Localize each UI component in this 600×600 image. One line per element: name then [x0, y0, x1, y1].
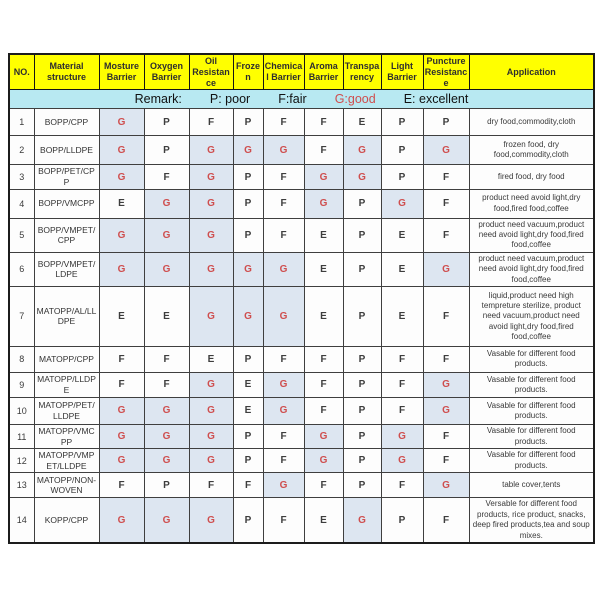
- grade-cell: G: [99, 397, 144, 424]
- grade-cell: G: [423, 473, 469, 498]
- grade-cell: P: [233, 346, 263, 372]
- row-number: 1: [9, 109, 34, 136]
- grade-cell: G: [263, 286, 304, 346]
- grade-cell: P: [233, 109, 263, 136]
- grade-cell: G: [144, 424, 189, 448]
- row-number: 8: [9, 346, 34, 372]
- grade-cell: F: [304, 109, 343, 136]
- application-text: table cover,tents: [469, 473, 594, 498]
- grade-cell: G: [381, 424, 423, 448]
- grade-cell: P: [144, 136, 189, 165]
- table-row: [9, 498, 594, 543]
- grade-cell: G: [189, 424, 233, 448]
- row-number: 9: [9, 372, 34, 397]
- grade-cell: F: [423, 218, 469, 252]
- grade-cell: F: [304, 136, 343, 165]
- application-text: Vasable for different food products.: [469, 424, 594, 448]
- grade-cell: F: [263, 165, 304, 189]
- application-text: frozen food, dry food,commodity,cloth: [469, 136, 594, 165]
- grade-cell: E: [233, 372, 263, 397]
- row-number: 13: [9, 473, 34, 498]
- row-number: 3: [9, 165, 34, 189]
- legend-good: G:good: [334, 92, 376, 107]
- grade-cell: P: [233, 424, 263, 448]
- material-name: MATOPP/CPP: [34, 346, 99, 372]
- grade-cell: F: [263, 498, 304, 543]
- column-header-light-barrier: Light Barrier: [381, 54, 423, 90]
- grade-cell: P: [144, 473, 189, 498]
- grade-cell: F: [99, 346, 144, 372]
- grade-cell: P: [343, 449, 381, 473]
- grade-cell: F: [263, 449, 304, 473]
- grade-cell: F: [263, 424, 304, 448]
- grade-cell: P: [233, 189, 263, 218]
- remark-row: [9, 90, 594, 109]
- table-row: [9, 397, 594, 424]
- material-properties-table: [8, 53, 595, 544]
- grade-cell: P: [343, 346, 381, 372]
- column-header-chemical-barrier: Chemical Barrier: [263, 54, 304, 90]
- grade-cell: G: [144, 218, 189, 252]
- grade-cell: F: [189, 109, 233, 136]
- table-row: [9, 372, 594, 397]
- application-text: Vasable for different food products.: [469, 449, 594, 473]
- grade-cell: G: [304, 424, 343, 448]
- grade-cell: P: [343, 189, 381, 218]
- material-name: BOPP/VMPET/LDPE: [34, 252, 99, 286]
- grade-cell: G: [189, 136, 233, 165]
- grade-cell: P: [343, 397, 381, 424]
- table-row: [9, 109, 594, 136]
- grade-cell: F: [263, 109, 304, 136]
- grade-cell: E: [189, 346, 233, 372]
- remark-title: Remark:: [134, 92, 182, 107]
- grade-cell: P: [233, 165, 263, 189]
- grade-cell: G: [189, 218, 233, 252]
- grade-cell: F: [381, 473, 423, 498]
- grade-cell: F: [423, 189, 469, 218]
- grade-cell: G: [99, 136, 144, 165]
- grade-cell: F: [423, 165, 469, 189]
- application-text: Vasable for different food products.: [469, 372, 594, 397]
- grade-cell: P: [343, 218, 381, 252]
- grade-cell: G: [189, 189, 233, 218]
- grade-cell: P: [343, 473, 381, 498]
- application-text: product need vacuum,product need avoid light,dry food,fired food,coffee: [469, 252, 594, 286]
- grade-cell: F: [263, 189, 304, 218]
- grade-cell: G: [304, 165, 343, 189]
- application-text: Vasable for different food products.: [469, 397, 594, 424]
- material-name: BOPP/LLDPE: [34, 136, 99, 165]
- column-header-frozen: Frozen: [233, 54, 263, 90]
- grade-cell: P: [343, 372, 381, 397]
- table-row: [9, 449, 594, 473]
- grade-cell: G: [144, 252, 189, 286]
- grade-cell: F: [144, 165, 189, 189]
- material-name: BOPP/PET/CPP: [34, 165, 99, 189]
- legend-excellent: E: excellent: [403, 92, 469, 107]
- material-name: MATOPP/VMCPP: [34, 424, 99, 448]
- grade-cell: G: [304, 449, 343, 473]
- grade-cell: G: [99, 218, 144, 252]
- grade-cell: G: [343, 136, 381, 165]
- application-text: Versable for different food products, rice product, snacks, deep fired products,tea and soup mixes.: [469, 498, 594, 543]
- grade-cell: E: [304, 286, 343, 346]
- table-row: [9, 189, 594, 218]
- legend-poor: P: poor: [209, 92, 251, 107]
- grade-cell: G: [263, 372, 304, 397]
- column-header-transparency: Transparency: [343, 54, 381, 90]
- grade-cell: G: [99, 424, 144, 448]
- grade-cell: G: [423, 136, 469, 165]
- grade-cell: E: [343, 109, 381, 136]
- table-row: [9, 473, 594, 498]
- grade-cell: G: [99, 165, 144, 189]
- grade-cell: P: [144, 109, 189, 136]
- table-row: [9, 136, 594, 165]
- table-row: [9, 165, 594, 189]
- table-row: [9, 286, 594, 346]
- application-text: product need avoid light,dry food,fired food,coffee: [469, 189, 594, 218]
- application-text: Vasable for different food products.: [469, 346, 594, 372]
- material-name: MATOPP/NON-WOVEN: [34, 473, 99, 498]
- material-name: MATOPP/AL/LLDPE: [34, 286, 99, 346]
- grade-cell: G: [423, 372, 469, 397]
- grade-cell: P: [381, 109, 423, 136]
- grade-cell: F: [381, 397, 423, 424]
- row-number: 4: [9, 189, 34, 218]
- row-number: 2: [9, 136, 34, 165]
- column-header-material-structure: Material structure: [34, 54, 99, 90]
- grade-cell: P: [423, 109, 469, 136]
- grade-cell: G: [189, 498, 233, 543]
- grade-cell: E: [304, 498, 343, 543]
- grade-cell: P: [381, 498, 423, 543]
- application-text: liquid,product need high tempreture sterilize, product need vacuum,product need avoid light,dry food,fired food,coffee: [469, 286, 594, 346]
- row-number: 5: [9, 218, 34, 252]
- grade-cell: F: [99, 372, 144, 397]
- grade-cell: E: [304, 218, 343, 252]
- row-number: 14: [9, 498, 34, 543]
- application-text: fired food, dry food: [469, 165, 594, 189]
- legend-fair: F:fair: [278, 92, 307, 107]
- column-header-no: NO.: [9, 54, 34, 90]
- grade-cell: F: [263, 218, 304, 252]
- grade-cell: F: [304, 473, 343, 498]
- material-name: BOPP/VMCPP: [34, 189, 99, 218]
- table-body: [9, 109, 594, 543]
- grade-cell: G: [263, 397, 304, 424]
- grade-cell: F: [381, 346, 423, 372]
- grade-cell: F: [423, 498, 469, 543]
- grade-cell: G: [263, 473, 304, 498]
- grade-cell: P: [343, 252, 381, 286]
- grade-cell: E: [381, 252, 423, 286]
- material-name: MATOPP/VMPET/LLDPE: [34, 449, 99, 473]
- column-header-puncture-resistance: Puncture Resistance: [423, 54, 469, 90]
- grade-cell: G: [343, 165, 381, 189]
- grade-cell: G: [99, 449, 144, 473]
- material-spec-page: [8, 53, 593, 544]
- application-text: dry food,commodity,cloth: [469, 109, 594, 136]
- grade-cell: G: [233, 252, 263, 286]
- grade-cell: F: [423, 346, 469, 372]
- grade-cell: P: [343, 286, 381, 346]
- grade-cell: G: [423, 252, 469, 286]
- grade-cell: G: [381, 189, 423, 218]
- grade-cell: G: [144, 189, 189, 218]
- grade-cell: F: [233, 473, 263, 498]
- grade-cell: P: [381, 165, 423, 189]
- grade-cell: E: [144, 286, 189, 346]
- grade-cell: G: [144, 498, 189, 543]
- grade-cell: F: [423, 424, 469, 448]
- grade-cell: F: [263, 346, 304, 372]
- grade-cell: E: [381, 286, 423, 346]
- grade-cell: G: [189, 165, 233, 189]
- grade-cell: G: [381, 449, 423, 473]
- grade-cell: F: [144, 346, 189, 372]
- material-name: KOPP/CPP: [34, 498, 99, 543]
- header-row: [9, 54, 594, 90]
- grade-cell: E: [99, 286, 144, 346]
- column-header-oil-resistance: Oil Resistance: [189, 54, 233, 90]
- material-name: BOPP/CPP: [34, 109, 99, 136]
- grade-cell: F: [189, 473, 233, 498]
- grade-cell: P: [233, 218, 263, 252]
- row-number: 10: [9, 397, 34, 424]
- grade-cell: F: [304, 372, 343, 397]
- table-row: [9, 218, 594, 252]
- grade-cell: E: [304, 252, 343, 286]
- grade-cell: F: [423, 286, 469, 346]
- grade-cell: P: [233, 498, 263, 543]
- column-header-oxygen-barrier: Oxygen Barrier: [144, 54, 189, 90]
- grade-cell: G: [99, 498, 144, 543]
- grade-cell: E: [381, 218, 423, 252]
- grade-cell: G: [99, 252, 144, 286]
- grade-cell: G: [263, 252, 304, 286]
- grade-cell: G: [423, 397, 469, 424]
- grade-cell: G: [189, 252, 233, 286]
- grade-cell: F: [304, 397, 343, 424]
- grade-cell: F: [423, 449, 469, 473]
- grade-cell: G: [263, 136, 304, 165]
- grade-cell: P: [381, 136, 423, 165]
- grade-cell: G: [233, 286, 263, 346]
- grade-cell: G: [189, 449, 233, 473]
- grade-cell: F: [381, 372, 423, 397]
- column-header-moisture-barrier: Mosture Barrier: [99, 54, 144, 90]
- material-name: MATOPP/LLDPE: [34, 372, 99, 397]
- grade-cell: G: [189, 372, 233, 397]
- grade-cell: E: [99, 189, 144, 218]
- grade-cell: F: [144, 372, 189, 397]
- table-row: [9, 252, 594, 286]
- table-row: [9, 346, 594, 372]
- grade-cell: G: [144, 449, 189, 473]
- row-number: 6: [9, 252, 34, 286]
- grade-cell: E: [233, 397, 263, 424]
- grade-cell: P: [343, 424, 381, 448]
- grade-cell: P: [233, 449, 263, 473]
- table-row: [9, 424, 594, 448]
- grade-cell: G: [144, 397, 189, 424]
- column-header-application: Application: [469, 54, 594, 90]
- grade-cell: F: [304, 346, 343, 372]
- grade-cell: G: [343, 498, 381, 543]
- row-number: 11: [9, 424, 34, 448]
- remark-legend: [9, 90, 594, 109]
- grade-cell: G: [233, 136, 263, 165]
- grade-cell: G: [189, 286, 233, 346]
- grade-cell: G: [99, 109, 144, 136]
- column-header-aroma-barrier: Aroma Barrier: [304, 54, 343, 90]
- grade-cell: G: [189, 397, 233, 424]
- material-name: BOPP/VMPET/CPP: [34, 218, 99, 252]
- grade-cell: F: [99, 473, 144, 498]
- row-number: 7: [9, 286, 34, 346]
- material-name: MATOPP/PET/LLDPE: [34, 397, 99, 424]
- row-number: 12: [9, 449, 34, 473]
- application-text: product need vacuum,product need avoid light,dry food,fired food,coffee: [469, 218, 594, 252]
- grade-cell: G: [304, 189, 343, 218]
